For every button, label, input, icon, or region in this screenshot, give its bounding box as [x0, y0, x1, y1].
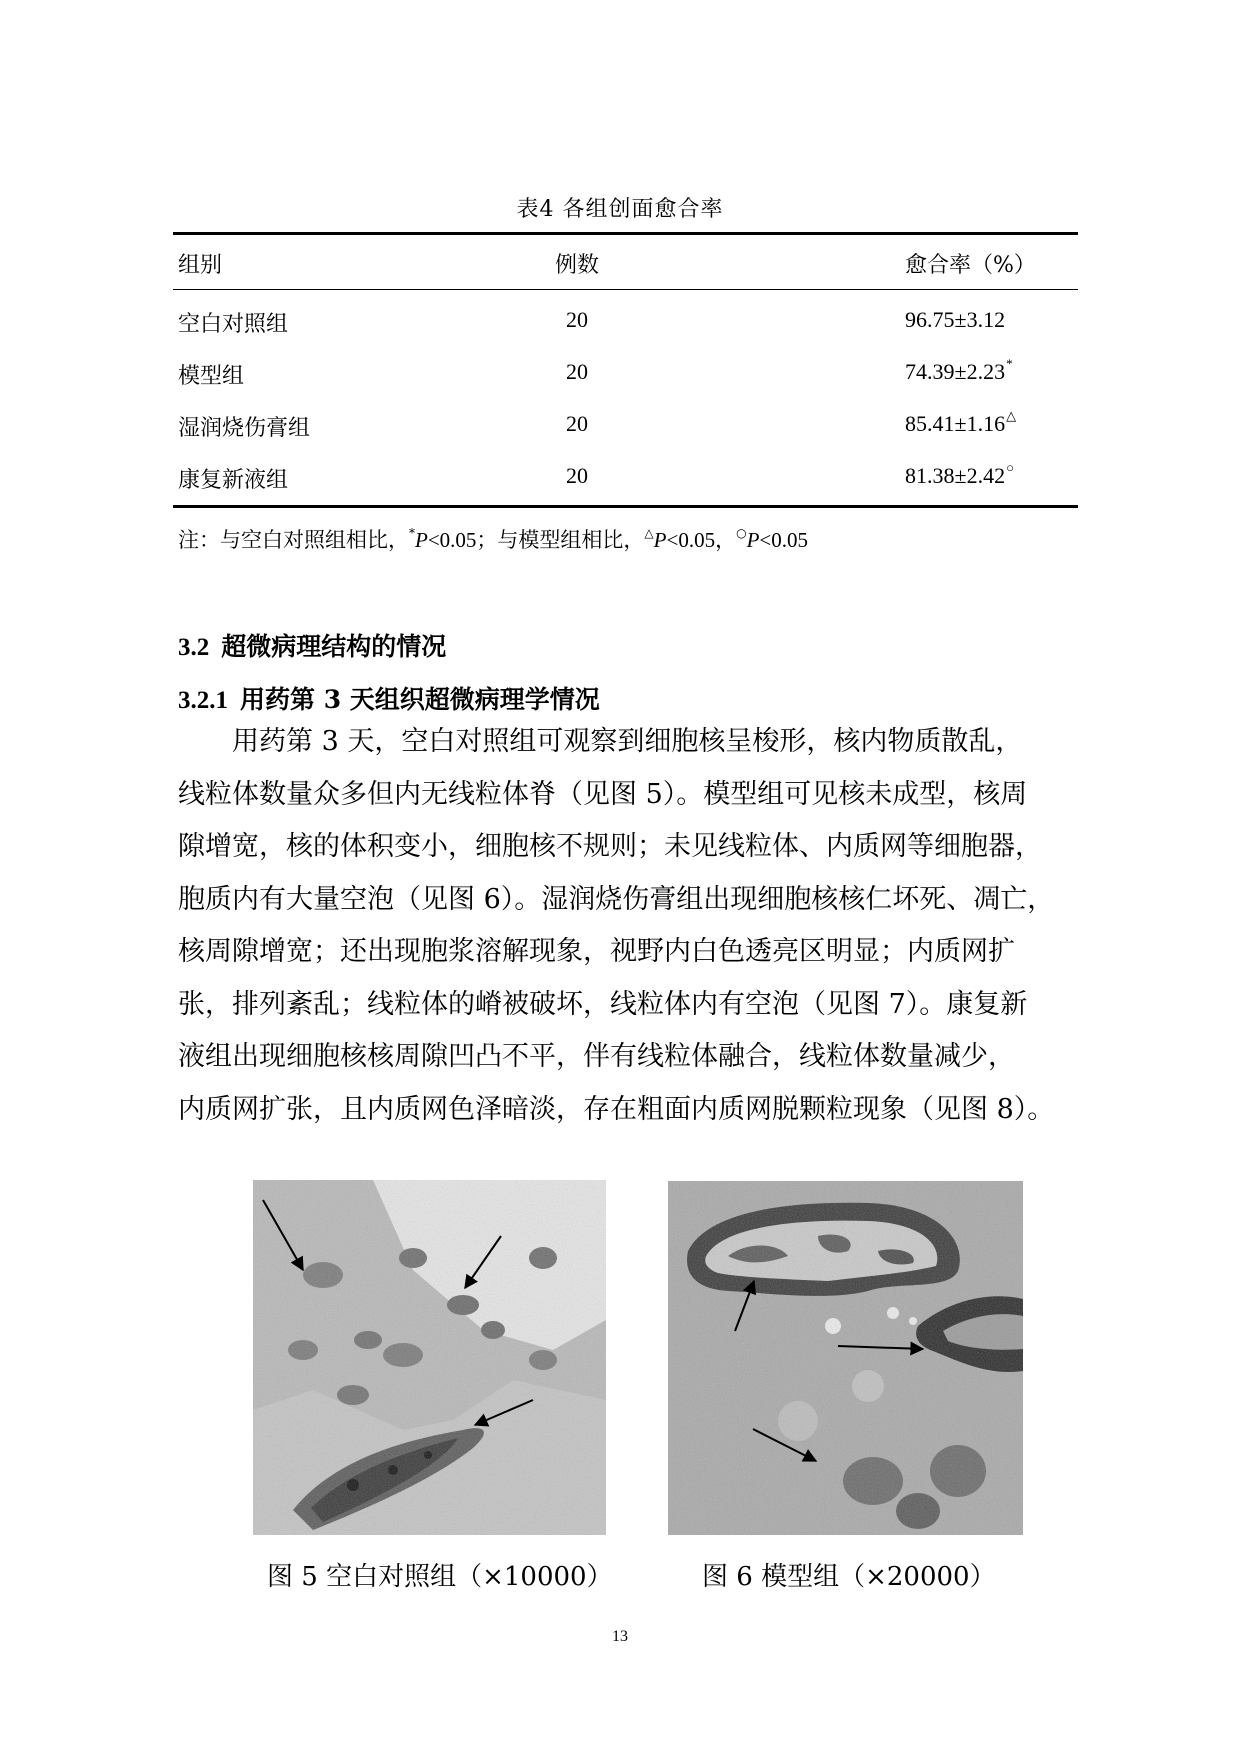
paragraph-line: 线粒体数量众多但内无线粒体脊（见图 5）。模型组可见核未成型，核周 — [178, 778, 1028, 810]
table-cell-rate: 81.38±2.42○ — [905, 460, 1014, 488]
table-cell-count: 20 — [566, 411, 588, 436]
significance-mark: * — [1006, 356, 1013, 371]
table-header-group: 组别 — [178, 253, 223, 278]
figure-5-micrograph — [253, 1180, 606, 1535]
table-note: 注：与空白对照组相比，*P<0.05；与模型组相比，△P<0.05，○P<0.05 — [178, 526, 808, 552]
table-cell-count: 20 — [566, 307, 588, 332]
table-caption: 表4 各组创面愈合率 — [516, 197, 724, 222]
table-top-rule — [173, 232, 1078, 235]
subsection-heading: 3.2.1 用药第 3 天组织超微病理学情况 — [178, 685, 600, 714]
table-cell-group: 康复新液组 — [178, 468, 289, 493]
paragraph-line: 隙增宽，核的体积变小，细胞核不规则；未见线粒体、内质网等细胞器， — [178, 831, 1042, 862]
table-cell-count: 20 — [566, 359, 588, 384]
figure-6-micrograph — [668, 1181, 1023, 1535]
table-cell-group: 空白对照组 — [178, 312, 289, 337]
section-heading: 3.2 超微病理结构的情况 — [178, 632, 447, 661]
table-cell-group: 湿润烧伤膏组 — [178, 416, 311, 441]
paragraph-line: 胞质内有大量空泡（见图 6）。湿润烧伤膏组出现细胞核核仁坏死、凋亡， — [178, 883, 1055, 915]
table-cell-group: 模型组 — [178, 364, 245, 389]
table-header-rule — [173, 289, 1078, 290]
significance-mark: ○ — [1006, 460, 1014, 475]
table-header-count: 例数 — [555, 253, 600, 278]
figure-6-caption: 图 6 模型组（×20000） — [702, 1562, 996, 1592]
page-number: 13 — [612, 1628, 628, 1645]
table-header-rate: 愈合率（%） — [905, 253, 1036, 278]
table-cell-rate: 96.75±3.12 — [905, 307, 1006, 332]
paragraph-line: 液组出现细胞核核周隙凹凸不平，伴有线粒体融合，线粒体数量减少， — [178, 1041, 1015, 1072]
significance-mark: △ — [1006, 408, 1017, 423]
table-bottom-rule — [173, 505, 1078, 508]
figure-5-caption: 图 5 空白对照组（×10000） — [267, 1562, 613, 1592]
paragraph-line: 用药第 3 天，空白对照组可观察到细胞核呈梭形，核内物质散乱， — [232, 726, 1023, 757]
paragraph-line: 张，排列紊乱；线粒体的嵴被破坏，线粒体内有空泡（见图 7）。康复新 — [178, 988, 1028, 1020]
paragraph-line: 核周隙增宽；还出现胞浆溶解现象，视野内白色透亮区明显；内质网扩 — [178, 936, 1015, 967]
table-cell-count: 20 — [566, 463, 588, 488]
table-cell-rate: 74.39±2.23* — [905, 356, 1013, 384]
paragraph-line: 内质网扩张，且内质网色泽暗淡，存在粗面内质网脱颗粒现象（见图 8）。 — [178, 1093, 1055, 1125]
table-cell-rate: 85.41±1.16△ — [905, 408, 1017, 436]
body-paragraph — [178, 716, 1078, 1136]
